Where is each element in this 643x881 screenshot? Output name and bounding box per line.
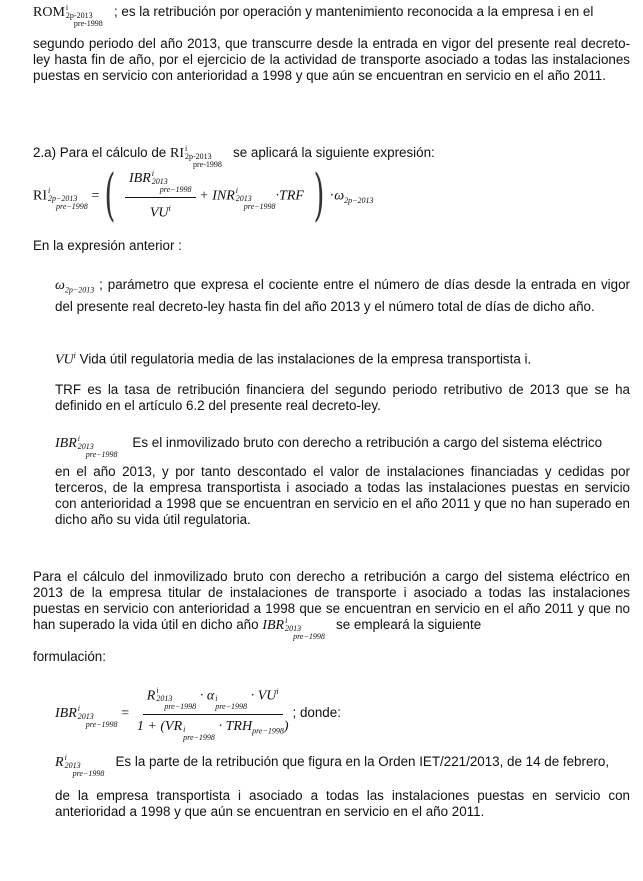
equals: =	[91, 188, 100, 204]
trf-term: ·TRF	[275, 188, 304, 204]
section-2a	[33, 145, 630, 169]
ibr-paragraph: en el año 2013, y por tanto descontado el valor de instalaciones financiadas y cedidas por terceros, de la empresa transportista i asociado a todas las instalaciones puestas en servicio con anterioridad a 1998 que se encuentran en servicio en el año 2011 y que no han superado en dicho año su vida útil regulatoria.	[55, 464, 630, 527]
r-paragraph: de la empresa transportista i asociado a todas las instalaciones puestas en servicio con anterioridad a 1998 y que aún se encuentran en servicio en el año 2011.	[55, 788, 630, 819]
sub: pre−1998	[243, 202, 276, 212]
sub: 2p-2013	[184, 152, 212, 161]
vu-definition	[55, 348, 630, 368]
formulacion-label: formulación:	[33, 649, 106, 664]
text: Para el cálculo del inmovilizado bruto con derecho a retribución a cargo del sistema eléctrico en 2013 de la empresa titular de instalaciones de transporte i asociado a todas las instalaciones puestas en servicio con anterioridad a 1998 que se encuentran en servicio en el año 2011 y que no han superado la vida útil en dicho año	[33, 569, 630, 632]
sup: i	[183, 725, 186, 735]
sub: pre-1998	[192, 160, 222, 169]
r: R	[146, 688, 156, 704]
rom-symbol: ROM	[33, 5, 65, 20]
sub: pre−1998	[215, 702, 247, 712]
sub: 2013	[64, 761, 81, 770]
sub: pre−1998	[159, 185, 192, 194]
rom-definition	[33, 4, 630, 28]
sub: 2013	[285, 624, 302, 633]
text: ; es la retribución por operación y mantenimiento reconocida a la empresa i en el	[113, 4, 594, 19]
ibr-definition	[55, 435, 630, 459]
text: Es la parte de la retribución que figura en la Orden IET/221/2013, de 14 de febrero,	[115, 754, 610, 769]
inr-term: + INR	[199, 188, 235, 204]
sub: 2013	[77, 711, 94, 721]
lhs: RI	[33, 188, 47, 204]
fraction	[125, 170, 196, 221]
paren: )	[283, 719, 289, 735]
r-definition	[55, 754, 630, 778]
sub: 2p−2013	[64, 285, 95, 295]
text: 2.a) Para el cálculo de	[33, 145, 167, 160]
ibr: IBR	[262, 618, 285, 633]
sub: pre−1998	[72, 769, 105, 778]
sub: pre−1998	[56, 202, 88, 212]
sup: i	[285, 616, 288, 625]
dot: ·	[329, 188, 335, 204]
numerator: IBR	[129, 171, 151, 186]
sup: i	[235, 186, 238, 196]
omega: ω	[334, 188, 345, 204]
paren: (	[104, 162, 116, 228]
sub: pre−1998	[85, 450, 118, 459]
trh: · TRH	[218, 719, 253, 735]
sup: i	[73, 351, 76, 360]
sub: pre-1998	[73, 19, 103, 28]
sub: 2p−2013	[48, 194, 78, 204]
vr: 1 + (VR	[136, 719, 183, 735]
text: ; parámetro que expresa el cociente entre el número de días desde la entrada en vigor del presente real decreto-ley hasta fin del año 2013 y el número total de días de dicho año.	[55, 277, 630, 314]
omega-definition	[55, 277, 630, 315]
sub: 2013	[151, 177, 168, 186]
lhs: IBR	[55, 705, 77, 721]
vu: · VU	[250, 688, 277, 704]
sub: 2013	[77, 442, 94, 451]
sub: 2p-2013	[65, 11, 93, 20]
text: Vida útil regulatoria media de las instalaciones de la empresa transportista i.	[79, 351, 532, 367]
formula-ibr	[55, 684, 341, 742]
sub: 2013	[156, 694, 173, 704]
alpha: · α	[199, 688, 215, 704]
paren: )	[313, 162, 325, 228]
rom-paragraph: segundo periodo del año 2013, que transcurre desde la entrada en vigor del presente real decreto-ley hasta fin de año, por el ejercicio de la actividad de transporte asociado a todas las instalaciones puestas en servicio con anterioridad a 1998 y que aún se encuentran en servicio en el año 2011.	[33, 36, 630, 83]
text: Es el inmovilizado bruto con derecho a retribución a cargo del sistema eléctrico	[132, 435, 603, 450]
sup: i	[65, 3, 69, 12]
text: se aplicará la siguiente expresión:	[233, 145, 435, 160]
sup: i	[151, 169, 154, 178]
sub: 2013	[235, 194, 252, 204]
sub: pre−1998	[164, 702, 197, 712]
sup: i	[48, 186, 51, 196]
ibr: IBR	[55, 436, 77, 451]
sup: i	[156, 686, 159, 696]
sub: pre−1998	[293, 632, 325, 641]
ibr-calculation-paragraph	[33, 569, 630, 641]
sup: i	[77, 434, 80, 443]
sup: i	[184, 144, 188, 153]
sub: pre−1998	[183, 733, 215, 743]
sub: pre−1998	[85, 719, 118, 729]
sub: pre−1998	[252, 727, 284, 737]
r: R	[55, 755, 64, 770]
sup: i	[64, 753, 67, 762]
omega: ω	[55, 278, 65, 293]
vu: VU	[55, 352, 74, 368]
trf-definition: TRF es la tasa de retribución financiera del segundo periodo retributivo de 2013 que se ha definido en el artículo 6.2 del presente real decreto-ley.	[55, 382, 630, 413]
formula-ri	[33, 162, 374, 228]
sup: i	[168, 204, 171, 213]
equals: =	[121, 705, 130, 721]
fraction	[133, 684, 293, 742]
denominator: VU	[149, 205, 169, 221]
text: se empleará la siguiente	[336, 617, 482, 632]
expression-intro: En la expresión anterior :	[33, 238, 182, 253]
sup: i	[276, 687, 279, 696]
text: ; donde:	[292, 704, 341, 720]
sup: i	[215, 694, 218, 704]
sub: 2p−2013	[344, 195, 374, 205]
ri-symbol: RI	[169, 146, 184, 161]
sup: i	[77, 703, 80, 713]
